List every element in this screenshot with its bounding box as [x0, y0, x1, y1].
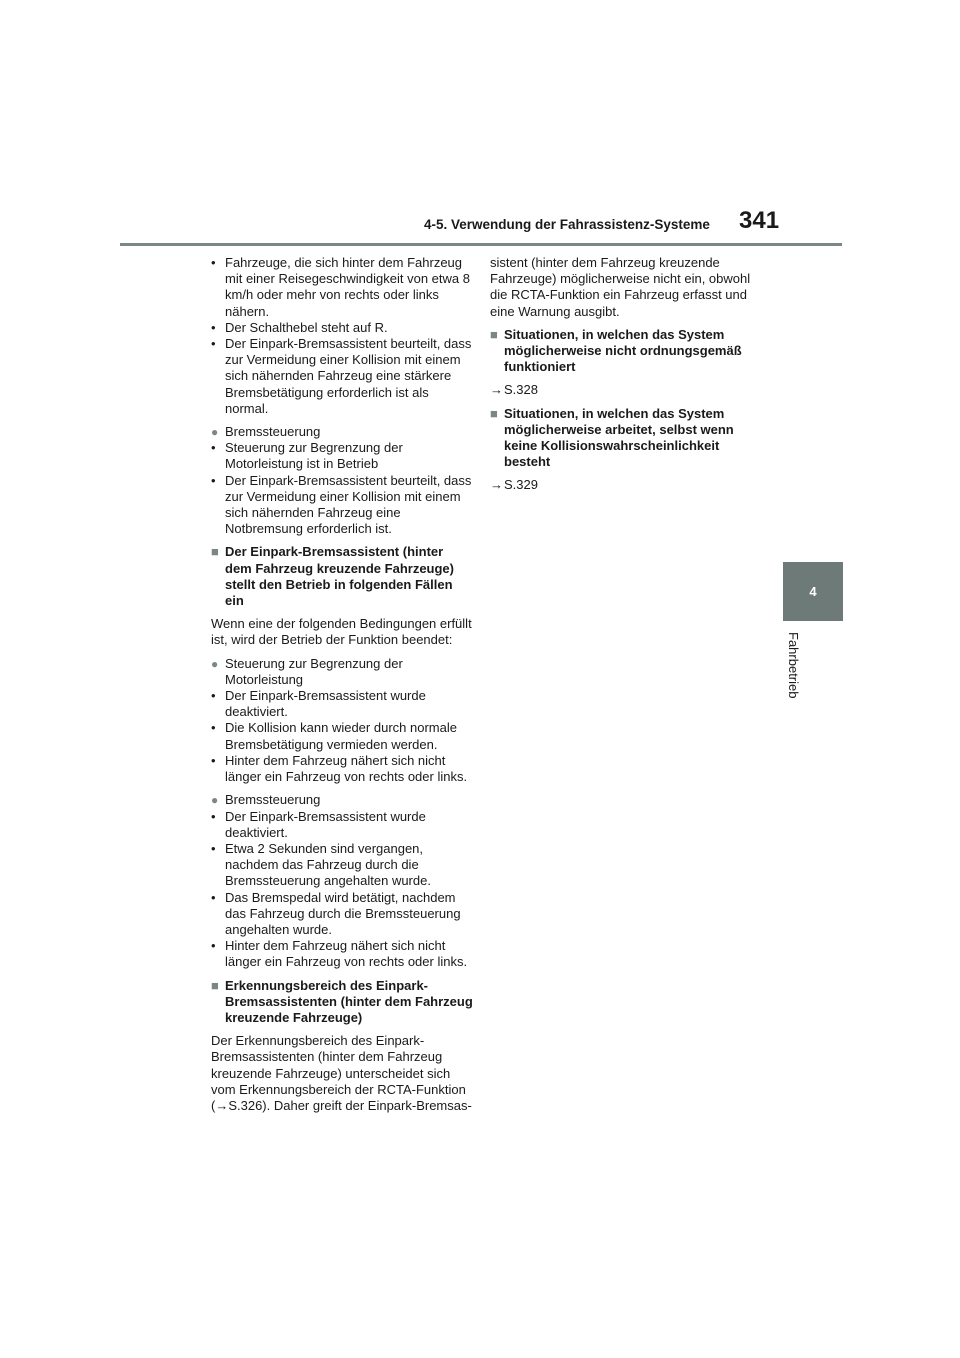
chapter-tab-label: Fahrbetrieb [786, 632, 801, 699]
circle-item [211, 792, 473, 808]
page-reference[interactable] [490, 477, 752, 493]
right-column [490, 255, 752, 501]
paragraph [490, 255, 752, 320]
square-bullet-icon: ■ [490, 326, 498, 342]
page-number: 341 [739, 207, 780, 234]
paragraph-text: sistent (hinter dem Fahrzeug kreuzende Fahrzeuge) möglicherweise nicht ein, obwohl die RCTA-Funktion ein Fahrzeug erfasst und eine Warnung ausgibt. [490, 255, 751, 319]
circle-item-text: Bremssteuerung [225, 792, 321, 808]
circle-item-text: Bremssteuerung [225, 424, 321, 440]
heading-text: Situationen, in welchen das System möglicherweise nicht ordnungsgemäß funktioniert [504, 326, 742, 375]
page-reference-link[interactable]: S.328 [504, 382, 538, 398]
arrow-right-icon: → [490, 477, 503, 493]
brake-control-section [211, 424, 473, 537]
heading-malfunction [490, 327, 752, 376]
circle-item [211, 656, 473, 688]
bullet-item: • Hinter dem Fahrzeug nähert sich nicht länger ein Fahrzeug von rechts oder links. [211, 753, 473, 785]
engine-limit-section [211, 656, 473, 786]
square-bullet-icon: ■ [490, 405, 498, 421]
circle-item-text: Steuerung zur Begrenzung der Motorleistung [225, 655, 403, 687]
arrow-right-icon: → [490, 382, 503, 398]
bullet-item: • Das Bremspedal wird betätigt, nachdem das Fahrzeug durch die Bremssteuerung angehalten wurde. [211, 890, 473, 939]
bullet-item: • Die Kollision kann wieder durch normale Bremsbetätigung vermieden werden. [211, 720, 473, 752]
paragraph [211, 1033, 473, 1114]
heading-false-activation [490, 406, 752, 471]
heading-stop-conditions [211, 544, 473, 609]
circle-item [211, 424, 473, 440]
chapter-tab-number: 4 [809, 584, 817, 599]
header-divider [120, 243, 842, 246]
bullet-item: • Der Einpark-Bremsassistent wurde deaktiviert. [211, 809, 473, 841]
bullet-item: • Steuerung zur Begrenzung der Motorleistung ist in Betrieb [211, 440, 473, 472]
heading-text: Der Einpark-Bremsassistent (hinter dem Fahrzeug kreuzende Fahrzeuge) stellt den Betrieb in folgenden Fällen ein [225, 544, 454, 609]
bullet-item: • Etwa 2 Sekunden sind vergangen, nachdem das Fahrzeug durch die Bremssteuerung angehalten wurde. [211, 841, 473, 890]
circle-bullet-icon: ● [211, 656, 219, 671]
heading-text: Erkennungsbereich des Einpark-Bremsassistenten (hinter dem Fahrzeug kreuzende Fahrzeuge) [225, 977, 473, 1025]
square-bullet-icon: ■ [211, 977, 219, 993]
brake-control-stop-section [211, 792, 473, 970]
circle-bullet-icon: ● [211, 425, 219, 440]
bullet-item: • Der Schalthebel steht auf R. [211, 320, 473, 336]
paragraph [211, 616, 473, 648]
bullet-item: • Fahrzeuge, die sich hinter dem Fahrzeug mit einer Reisegeschwindigkeit von etwa 8 km/h oder mehr von rechts oder links nähern. [211, 255, 473, 320]
bullet-list [211, 255, 473, 417]
paragraph-text: Der Erkennungsbereich des Einpark-Bremsassistenten (hinter dem Fahrzeug kreuzende Fahrzeuge) unterscheidet sich vom Erkennungsbereich der RCTA-Funktion (→S.326). Daher greift der Einpark-Bremsas- [211, 1033, 472, 1113]
left-column [211, 255, 473, 1121]
paragraph-text: Wenn eine der folgenden Bedingungen erfüllt ist, wird der Betrieb der Funktion beendet: [211, 616, 472, 648]
chapter-tab [783, 562, 843, 621]
page-reference[interactable] [490, 382, 752, 398]
section-title: 4-5. Verwendung der Fahrassistenz-Systeme [424, 217, 710, 232]
bullet-item: • Der Einpark-Bremsassistent wurde deaktiviert. [211, 688, 473, 720]
bullet-item: • Der Einpark-Bremsassistent beurteilt, dass zur Vermeidung einer Kollision mit einem sich nähernden Fahrzeug eine stärkere Bremsbetätigung erforderlich ist als normal. [211, 336, 473, 417]
bullet-item: • Der Einpark-Bremsassistent beurteilt, dass zur Vermeidung einer Kollision mit einem sich nähernden Fahrzeug eine Notbremsung erforderlich ist. [211, 473, 473, 538]
circle-bullet-icon: ● [211, 793, 219, 808]
heading-detection-range [211, 978, 473, 1027]
square-bullet-icon: ■ [211, 544, 219, 560]
page-reference-link[interactable]: S.329 [504, 477, 538, 493]
bullet-item: • Hinter dem Fahrzeug nähert sich nicht länger ein Fahrzeug von rechts oder links. [211, 938, 473, 970]
heading-text: Situationen, in welchen das System möglicherweise arbeitet, selbst wenn keine Kollisionswahrscheinlichkeit besteht [504, 405, 734, 470]
